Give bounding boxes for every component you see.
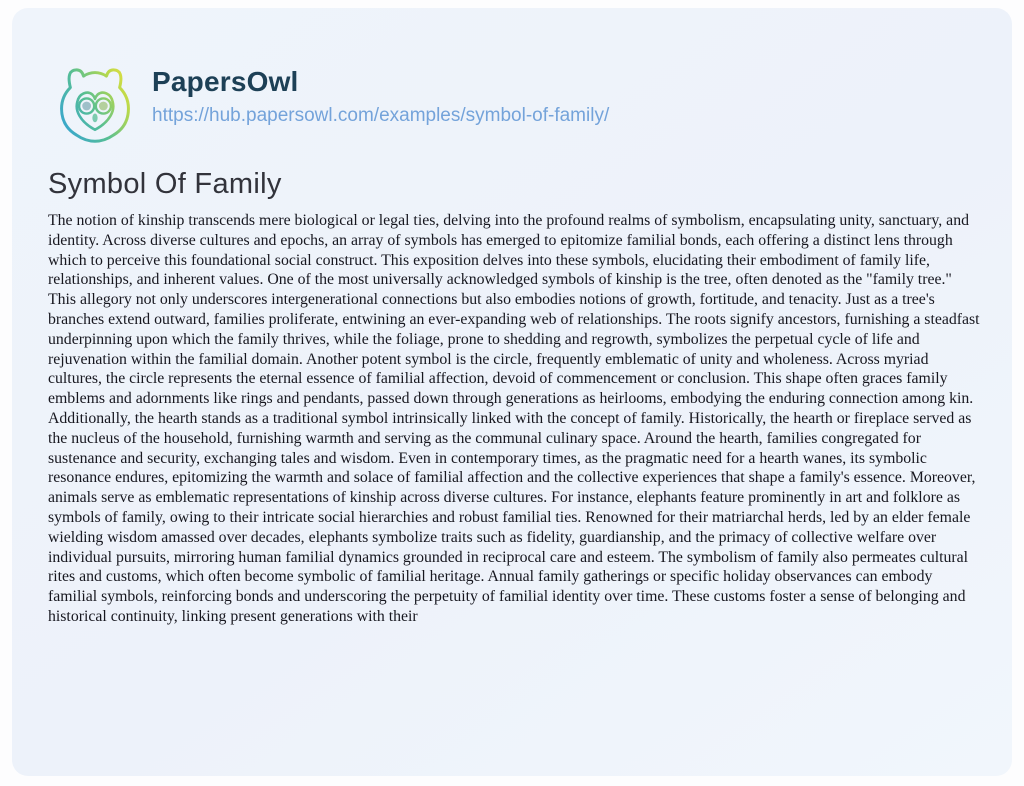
papersowl-logo — [50, 62, 140, 150]
essay-body: The notion of kinship transcends mere biological or legal ties, delving into the profound realms of symbolism, encapsulating unity, sanctuary, and identity. Across diverse cultures and epochs, an array of symbols has emerged to epitomize familial bonds, each offering a distinct lens through which to perceive this foundational social construct. This exposition delves into these symbols, elucidating their embodiment of family life, relationships, and inherent values. One of the most universally acknowledged symbols of kinship is the tree, often denoted as the "family tree." This allegory not only underscores intergenerational connections but also embodies notions of growth, fortitude, and tenacity. Just as a tree's branches extend outward, families proliferate, entwining an ever-expanding web of relationships. The roots signify ancestors, furnishing a steadfast underpinning upon which the family thrives, while the foliage, prone to shedding and regrowth, symbolizes the perpetual cycle of life and rejuvenation within the familial domain. Another potent symbol is the circle, frequently emblematic of unity and wholeness. Across myriad cultures, the circle represents the eternal essence of familial affection, devoid of commencement or conclusion. This shape often graces family emblems and adornments like rings and pendants, passed down through generations as heirlooms, embodying the enduring connection among kin. Additionally, the hearth stands as a traditional symbol intrinsically linked with the concept of family. Historically, the hearth or fireplace served as the nucleus of the household, furnishing warmth and serving as the communal culinary space. Around the hearth, families congregated for sustenance and security, exchanging tales and wisdom. Even in contemporary times, as the pragmatic need for a hearth wanes, its symbolic resonance endures, epitomizing the warmth and solace of familial affection and the collective experiences that shape a family's essence. Moreover, animals serve as emblematic representations of kinship across diverse cultures. For instance, elephants feature prominently in art and folklore as symbols of family, owing to their intricate social hierarchies and robust familial ties. Renowned for their matriarchal herds, led by an elder female wielding wisdom amassed over decades, elephants symbolize traits such as fidelity, guardianship, and the primacy of collective welfare over individual pursuits, mirroring human familial dynamics grounded in reciprocal care and esteem. The symbolism of family also permeates cultural rites and customs, which often become symbolic of familial heritage. Annual family gatherings or specific holiday observances can embody familial symbols, reinforcing bonds and underscoring the perpetuity of familial identity over time. These customs foster a sense of belonging and historical continuity, linking present generations with their — [48, 212, 980, 625]
page-title: Symbol Of Family — [48, 168, 282, 200]
brand-block — [152, 62, 609, 128]
owl-icon — [50, 62, 140, 150]
site-header — [50, 62, 609, 150]
brand-name: PapersOwl — [152, 66, 299, 97]
content-card — [12, 8, 1012, 776]
source-url: https://hub.papersowl.com/examples/symbol-of-family/ — [152, 105, 610, 126]
